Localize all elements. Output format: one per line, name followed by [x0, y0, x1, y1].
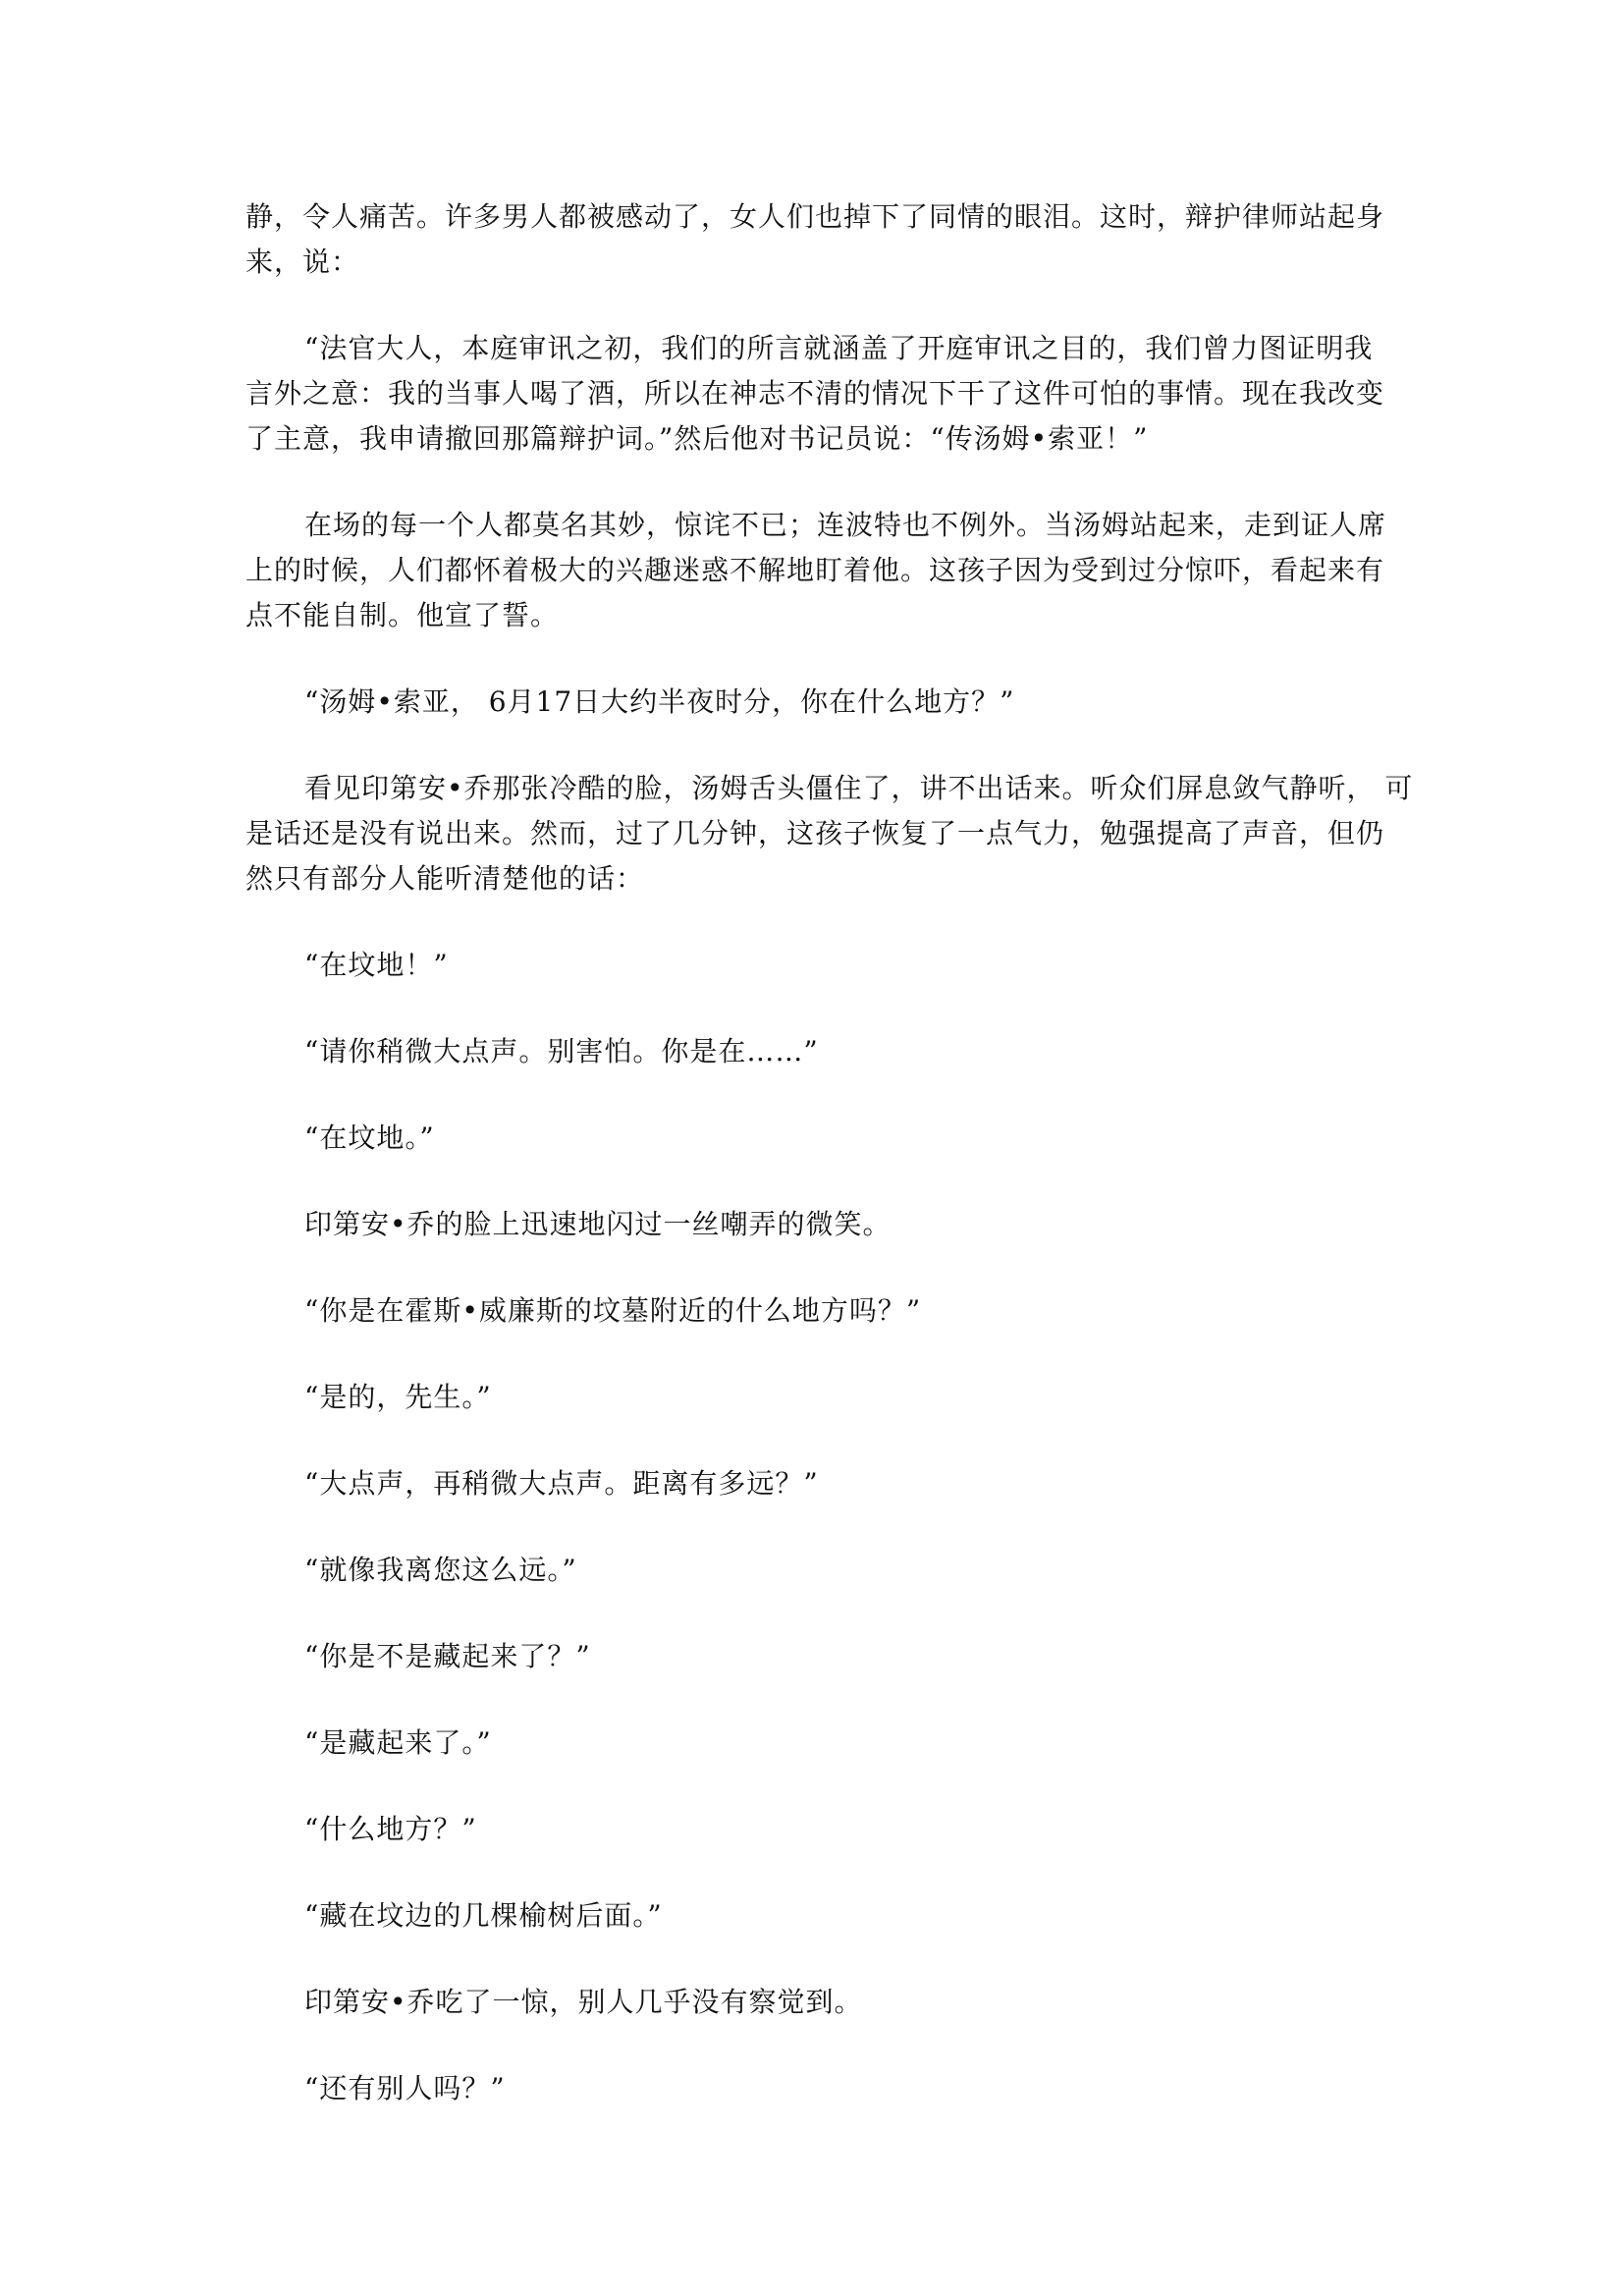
dialogue-line: “是藏起来了。”	[304, 1726, 492, 1759]
dialogue-line: “就像我离您这么远。”	[304, 1554, 577, 1586]
paragraph-line: 言外之意：我的当事人喝了酒，所以在神志不清的情况下干了这件可怕的事情。现在我改变	[245, 377, 1385, 410]
narration-line: 印第安•乔吃了一惊，别人几乎没有察觉到。	[304, 1986, 863, 2018]
paragraph-line: “汤姆•索亚， 6月17日大约半夜时分，你在什么地方？”	[304, 685, 1015, 718]
dialogue-line: “什么地方？”	[304, 1813, 477, 1845]
paragraph-line: 来，说：	[245, 246, 360, 278]
paragraph-line: 在场的每一个人都莫名其妙，惊诧不已；连波特也不例外。当汤姆站起来，走到证人席	[304, 509, 1387, 541]
dialogue-line: “是的，先生。”	[304, 1381, 492, 1413]
dialogue-line: “请你稍微大点声。别害怕。你是在……”	[304, 1035, 819, 1067]
paragraph-line: 看见印第安•乔那张冷酷的脸，汤姆舌头僵住了，讲不出话来。听众们屏息敛气静听， 可	[304, 772, 1414, 804]
paragraph-line: 静，令人痛苦。许多男人都被感动了，女人们也掉下了同情的眼泪。这时，辩护律师站起身	[245, 200, 1385, 233]
dialogue-line: “你是不是藏起来了？”	[304, 1640, 591, 1672]
narration-line: 印第安•乔的脸上迅速地闪过一丝嘲弄的微笑。	[304, 1208, 892, 1240]
dialogue-line: “在坟地。”	[304, 1121, 435, 1154]
dialogue-line: “大点声，再稍微大点声。距离有多远？”	[304, 1467, 819, 1500]
paragraph-line: 点不能自制。他宣了誓。	[245, 599, 560, 631]
dialogue-line: “藏在坟边的几棵榆树后面。”	[304, 1899, 663, 1932]
paragraph-line: 了主意，我申请撤回那篇辩护词。”然后他对书记员说：“传汤姆•索亚！”	[245, 422, 1149, 455]
paragraph-line: “法官大人，本庭审讯之初，我们的所言就涵盖了开庭审讯之目的，我们曾力图证明我	[304, 332, 1374, 364]
dialogue-line: “还有别人吗？”	[304, 2072, 506, 2105]
paragraph-line: 上的时候，人们都怀着极大的兴趣迷惑不解地盯着他。这孩子因为受到过分惊吓，看起来有	[245, 554, 1385, 586]
dialogue-line: “你是在霍斯•威廉斯的坟墓附近的什么地方吗？”	[304, 1294, 922, 1327]
dialogue-line: “在坟地！”	[304, 949, 449, 981]
paragraph-line: 然只有部分人能听清楚他的话：	[245, 862, 645, 895]
paragraph-line: 是话还是没有说出来。然而，过了几分钟，这孩子恢复了一点气力，勉强提高了声音，但仍	[245, 817, 1385, 849]
